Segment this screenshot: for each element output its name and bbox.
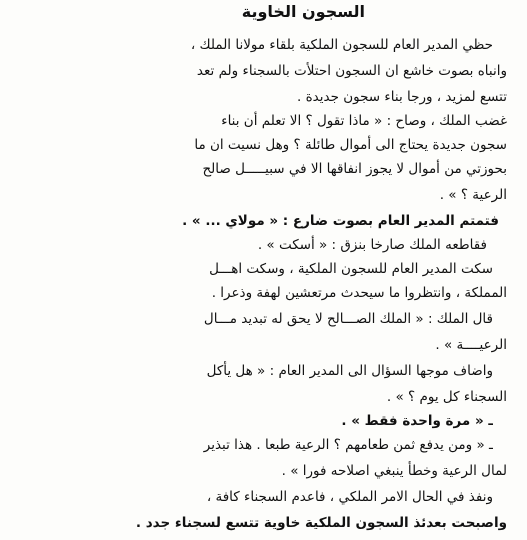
text-line: لمال الرعية وخطأ ينبغي اصلاحه فورا » . (281, 463, 507, 479)
text-line: غضب الملك ، وصاح : « ماذا تقول ؟ الا تعلم أن بناء (221, 113, 507, 129)
text-line: بحوزتي من أموال لا يجوز انفاقها الا في سبيـــــل صالح (202, 161, 507, 177)
text-line: وانباه بصوت خاشع ان السجون احتلأت بالسجناء ولم تعد (196, 63, 507, 79)
text-line: سكت المدير العام للسجون الملكية ، وسكت اهـــل (209, 261, 493, 277)
text-line: السجناء كل يوم ؟ » . (386, 389, 507, 405)
text-line: فقاطعه الملك صارخا بنزق : « أسكت » . (257, 237, 487, 253)
text-line: ونفذ في الحال الامر الملكي ، فاعدم السجناء كافة ، (206, 489, 493, 505)
text-line: واضاف موجها السؤال الى المدير العام : « هل يأكل (206, 363, 493, 379)
text-line: قال الملك : « الملك الصـــالح لا يحق له تبديد مـــال (203, 311, 493, 327)
story-title: السجون الخاوية (241, 2, 365, 21)
text-line: ـ « ومن يدفع ثمن طعامهم ؟ الرعية طبعا . هذا تبذير (203, 437, 493, 453)
text-line: الرعية ؟ » . (439, 187, 507, 203)
text-line: حظي المدير العام للسجون الملكية بلقاء مولانا الملك ، (190, 37, 493, 53)
text-line: تتسع لمزيد ، ورجا بناء سجون جديدة . (296, 89, 507, 105)
text-line: ـ « مرة واحدة فقط » . (341, 413, 493, 429)
text-line: واصبحت بعدئذ السجون الملكية خاوية تتسع لسجناء جدد . (135, 515, 507, 531)
text-line: المملكة ، وانتظروا ما سيحدث مرتعشين لهفة وذعرا . (211, 285, 507, 301)
text-line: الرعيــــة » . (435, 337, 507, 353)
text-line: فتمتم المدير العام بصوت ضارع : « مولاي ... » . (182, 213, 499, 229)
text-line: سجون جديدة يحتاج الى أموال طائلة ؟ وهل نسيت ان ما (194, 137, 507, 153)
